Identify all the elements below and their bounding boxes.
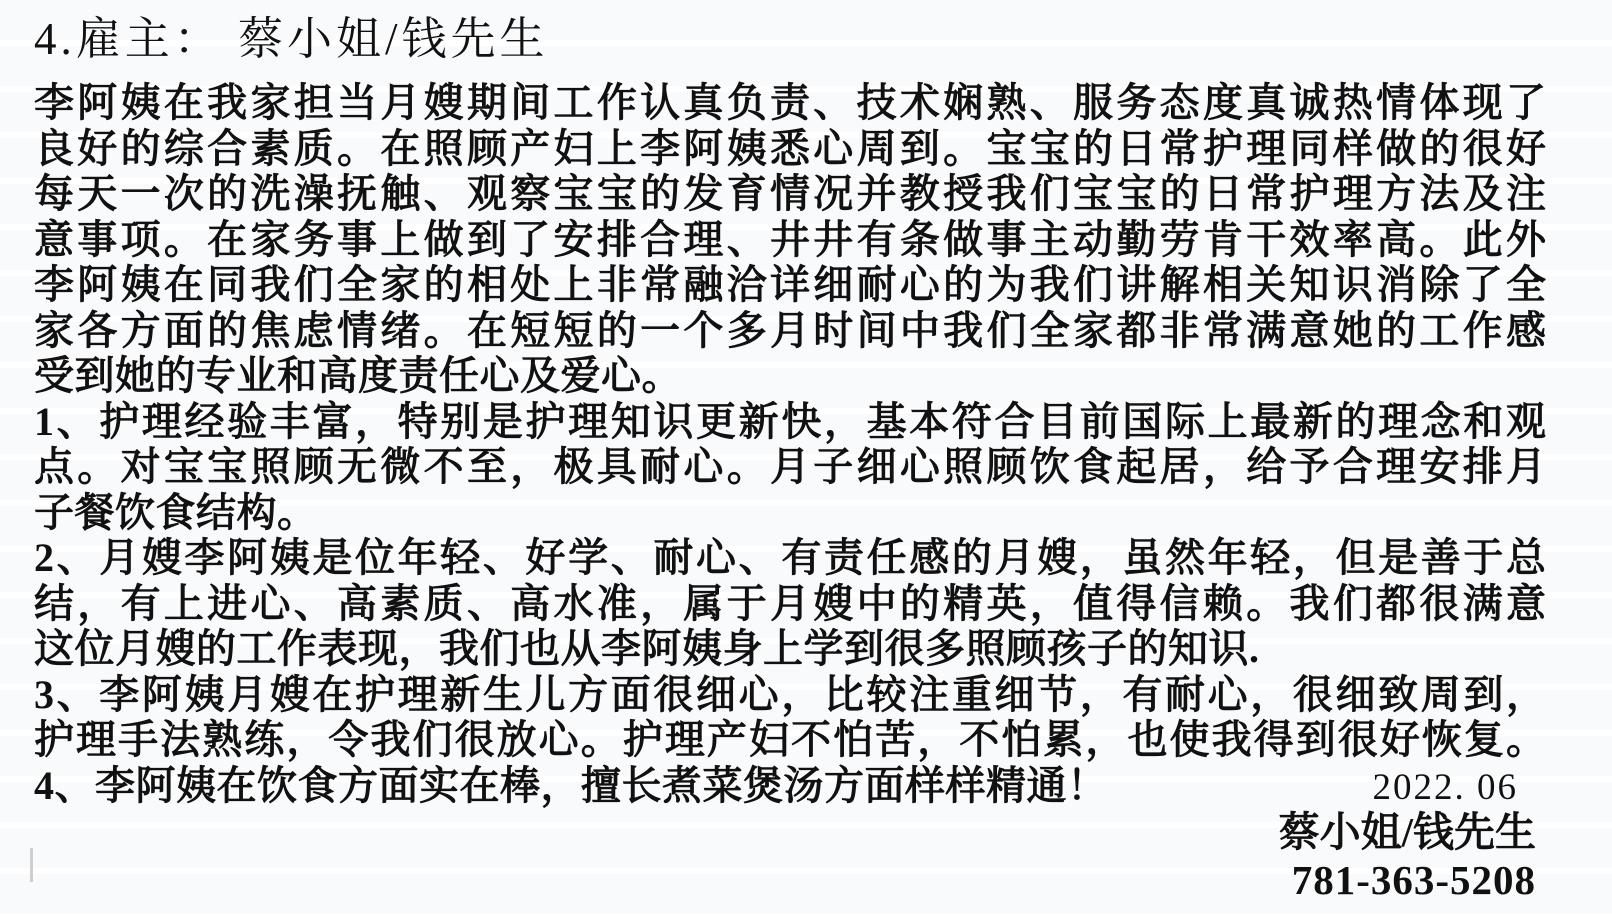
signature-names: 蔡小姐/钱先生	[1278, 809, 1536, 855]
paragraph-line: 李阿姨在同我们全家的相处上非常融洽详细耐心的为我们讲解相关知识消除了全	[34, 262, 1546, 307]
paragraph-line: 家各方面的焦虑情绪。在短短的一个多月时间中我们全家都非常满意她的工作感	[34, 307, 1546, 353]
employer-heading: 4.雇主： 蔡小姐/钱先生	[34, 14, 549, 64]
list-item-2-line: 这位月嫂的工作表现，我们也从李阿姨身上学到很多照顾孩子的知识.	[34, 626, 1260, 671]
list-item-2-line: 2、月嫂李阿姨是位年轻、好学、耐心、有责任感的月嫂，虽然年轻，但是善于总	[34, 535, 1546, 580]
list-item-2-line: 结，有上进心、高素质、高水准，属于月嫂中的精英，值得信赖。我们都很满意	[34, 580, 1546, 626]
list-item-4-line: 4、李阿姨在饮食方面实在棒，擅长煮菜煲汤方面样样精通！	[34, 762, 1108, 808]
scan-artifact-mark	[30, 848, 33, 882]
signature-date: 2022. 06	[1372, 766, 1518, 808]
list-item-4-row	[34, 763, 1546, 809]
paragraph-line: 受到她的专业和高度责任心及爱心。	[34, 353, 682, 398]
paragraph-line: 李阿姨在我家担当月嫂期间工作认真负责、技术娴熟、服务态度真诚热情体现了	[34, 80, 1546, 125]
list-item-3-line: 护理手法熟练，令我们很放心。护理产妇不怕苦，不怕累，也使我得到很好恢复。	[34, 717, 1546, 762]
paragraph-line: 每天一次的洗澡抚触、观察宝宝的发育情况并教授我们宝宝的日常护理方法及注	[34, 171, 1546, 216]
paragraph-line: 意事项。在家务事上做到了安排合理、井井有条做事主动勤劳肯干效率高。此外	[34, 216, 1546, 262]
signature-phone: 781-363-5208	[1291, 857, 1536, 903]
list-item-1-line: 子餐饮食结构。	[34, 489, 318, 535]
list-item-1-line: 点。对宝宝照顾无微不至，极具耐心。月子细心照顾饮食起居，给予合理安排月	[34, 444, 1546, 489]
list-item-1-line: 1、护理经验丰富，特别是护理知识更新快，基本符合目前国际上最新的理念和观	[34, 398, 1546, 444]
list-item-3-line: 3、李阿姨月嫂在护理新生儿方面很细心，比较注重细节，有耐心，很细致周到，	[34, 671, 1546, 717]
paragraph-line: 良好的综合素质。在照顾产妇上李阿姨悉心周到。宝宝的日常护理同样做的很好	[34, 125, 1546, 171]
